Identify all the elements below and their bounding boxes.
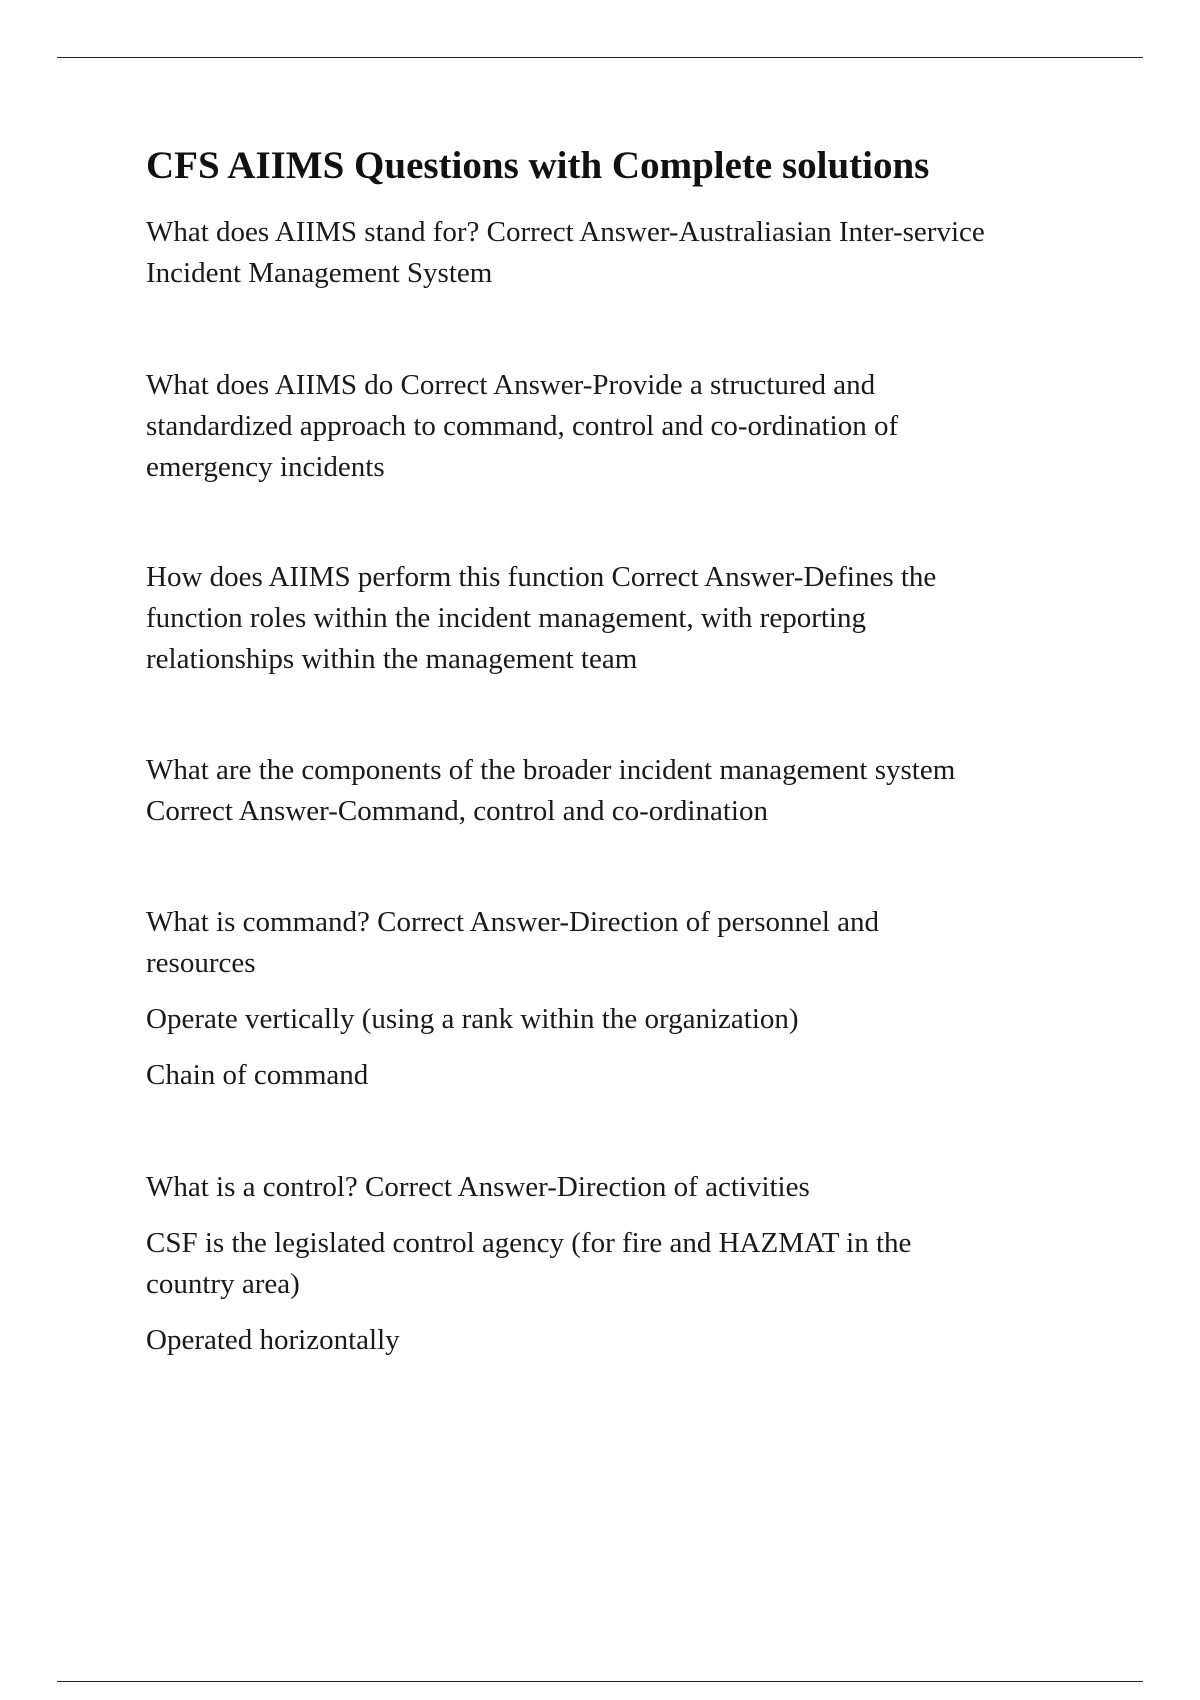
entry-note: Operated horizontally xyxy=(146,1324,400,1356)
qa-entry-aiims-purpose xyxy=(146,365,1096,488)
qa-entry-aiims-acronym xyxy=(146,212,1096,294)
entry-line: standardized approach to command, control and co-ordination of xyxy=(146,410,899,442)
entry-line: resources xyxy=(146,947,256,979)
qa-entry-command xyxy=(146,902,1096,1096)
entry-line: emergency incidents xyxy=(146,451,385,483)
entry-line: relationships within the management team xyxy=(146,643,638,675)
entry-note: Chain of command xyxy=(146,1059,369,1091)
entry-line: Incident Management System xyxy=(146,257,493,289)
entry-note: Operate vertically (using a rank within the organization) xyxy=(146,1003,799,1035)
entry-line: What does AIIMS do Correct Answer-Provide a structured and xyxy=(146,369,876,401)
entry-line: What is command? Correct Answer-Direction of personnel and xyxy=(146,906,880,938)
entry-line: How does AIIMS perform this function Correct Answer-Defines the xyxy=(146,561,937,593)
document-title: CFS AIIMS Questions with Complete solutions xyxy=(146,144,930,187)
header-rule xyxy=(57,57,1143,58)
qa-entry-control xyxy=(146,1167,1096,1361)
entry-line: Correct Answer-Command, control and co-ordination xyxy=(146,795,768,827)
qa-entry-system-components xyxy=(146,750,1096,832)
qa-entry-aiims-function xyxy=(146,557,1096,680)
footer-rule xyxy=(57,1681,1143,1682)
entry-line: What are the components of the broader incident management system xyxy=(146,754,956,786)
entry-note: CSF is the legislated control agency (for fire and HAZMAT in the xyxy=(146,1227,912,1259)
entry-note: country area) xyxy=(146,1268,300,1300)
entry-line: What does AIIMS stand for? Correct Answer-Australiasian Inter-service xyxy=(146,216,985,248)
entry-line: function roles within the incident management, with reporting xyxy=(146,602,866,634)
entry-line: What is a control? Correct Answer-Direction of activities xyxy=(146,1171,810,1203)
